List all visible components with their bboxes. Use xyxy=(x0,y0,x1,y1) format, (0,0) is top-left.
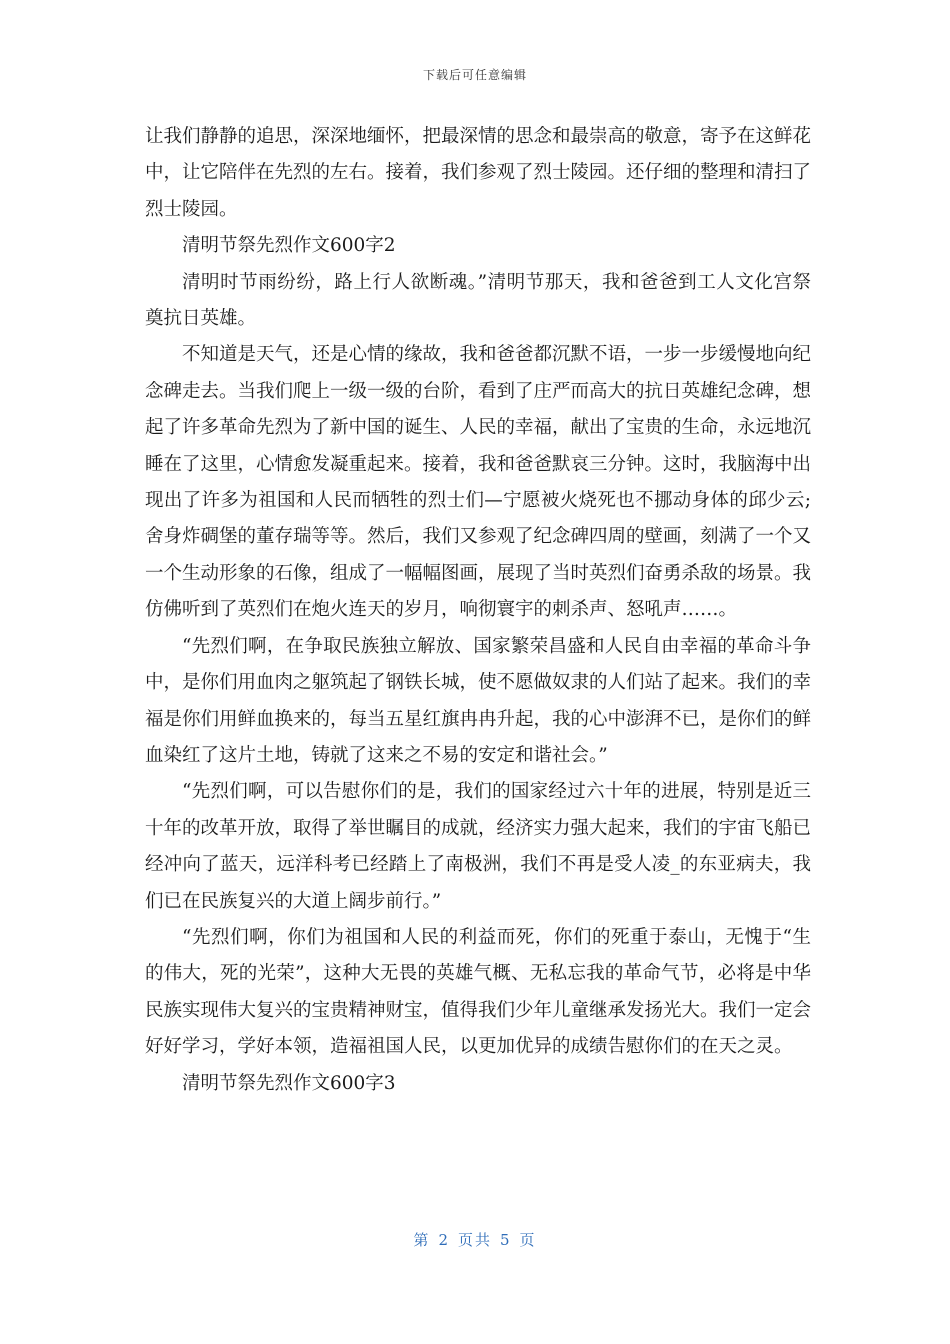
footer-middle: 页共 xyxy=(457,1231,492,1249)
paragraph: 清明时节雨纷纷，路上行人欲断魂。”清明节那天，我和爸爸到工人文化宫祭奠抗日英雄。 xyxy=(145,271,811,330)
page-header: 下载后可任意编辑 xyxy=(422,68,527,82)
paragraph: “先烈们啊，在争取民族独立解放、国家繁荣昌盛和人民自由幸福的革命斗争中，是你们用血肉之躯筑起了钢铁长城，使不愿做奴隶的人们站了起来。我们的幸福是你们用鲜血换来的，每当五星红旗冉冉升起，我的心中澎湃不已，是你们的鲜血染红了这片土地，铸就了这来之不易的安定和谐社会。” xyxy=(145,635,812,766)
section-heading-3: 清明节祭先烈作文600字3 xyxy=(182,1072,396,1094)
paragraph: “先烈们啊，你们为祖国和人民的利益而死，你们的死重于泰山，无愧于“生的伟大，死的光荣”，这种大无畏的英雄气概、无私忘我的革命气节，必将是中华民族实现伟大复兴的宝贵精神财宝，值得我们少年儿童继承发扬光大。我们一定会好好学习，学好本领，造福祖国人民，以更加优异的成绩告慰你们的在天之灵。 xyxy=(145,926,812,1058)
paragraph: 不知道是天气，还是心情的缘故，我和爸爸都沉默不语，一步一步缓慢地向纪念碑走去。当我们爬上一级一级的台阶，看到了庄严而高大的抗日英雄纪念碑，想起了许多革命先烈为了新中国的诞生、人民的幸福，献出了宝贵的生命，永远地沉睡在了这里，心情愈发凝重起来。接着，我和爸爸默哀三分钟。这时，我脑海中出现出了许多为祖国和人民而牺牲的烈士们—宁愿被火烧死也不挪动身体的邱少云;舍身炸碉堡的董存瑞等等。然后，我们又参观了纪念碑四周的壁画，刻满了一个又一个生动形象的石像，组成了一幅幅图画，展现了当时英烈们奋勇杀敌的场景。我仿佛听到了英烈们在炮火连天的岁月，响彻寰宇的刺杀声、怒吼声……。 xyxy=(145,344,812,621)
footer-suffix: 页 xyxy=(519,1231,537,1249)
paragraph-continuation: 让我们静静的追思，深深地缅怀，把最深情的思念和最崇高的敬意，寄予在这鲜花中，让它陪伴在先烈的左右。接着，我们参观了烈士陵园。还仔细的整理和清扫了烈士陵园。 xyxy=(145,126,812,220)
section-heading-2: 清明节祭先烈作文600字2 xyxy=(182,235,396,257)
footer-total-pages: 5 xyxy=(500,1231,512,1249)
paragraph: “先烈们啊，可以告慰你们的是，我们的国家经过六十年的进展，特别是近三十年的改革开放，取得了举世瞩目的成就，经济实力强大起来，我们的宇宙飞船已经冲向了蓝天，远洋科考已经踏上了南极洲，我们不再是受人凌_的东亚病夫，我们已在民族复兴的大道上阔步前行。” xyxy=(145,781,812,912)
page-footer xyxy=(0,1229,950,1250)
footer-current-page: 2 xyxy=(438,1231,450,1249)
footer-prefix: 第 xyxy=(413,1231,431,1249)
document-body xyxy=(145,119,811,1102)
